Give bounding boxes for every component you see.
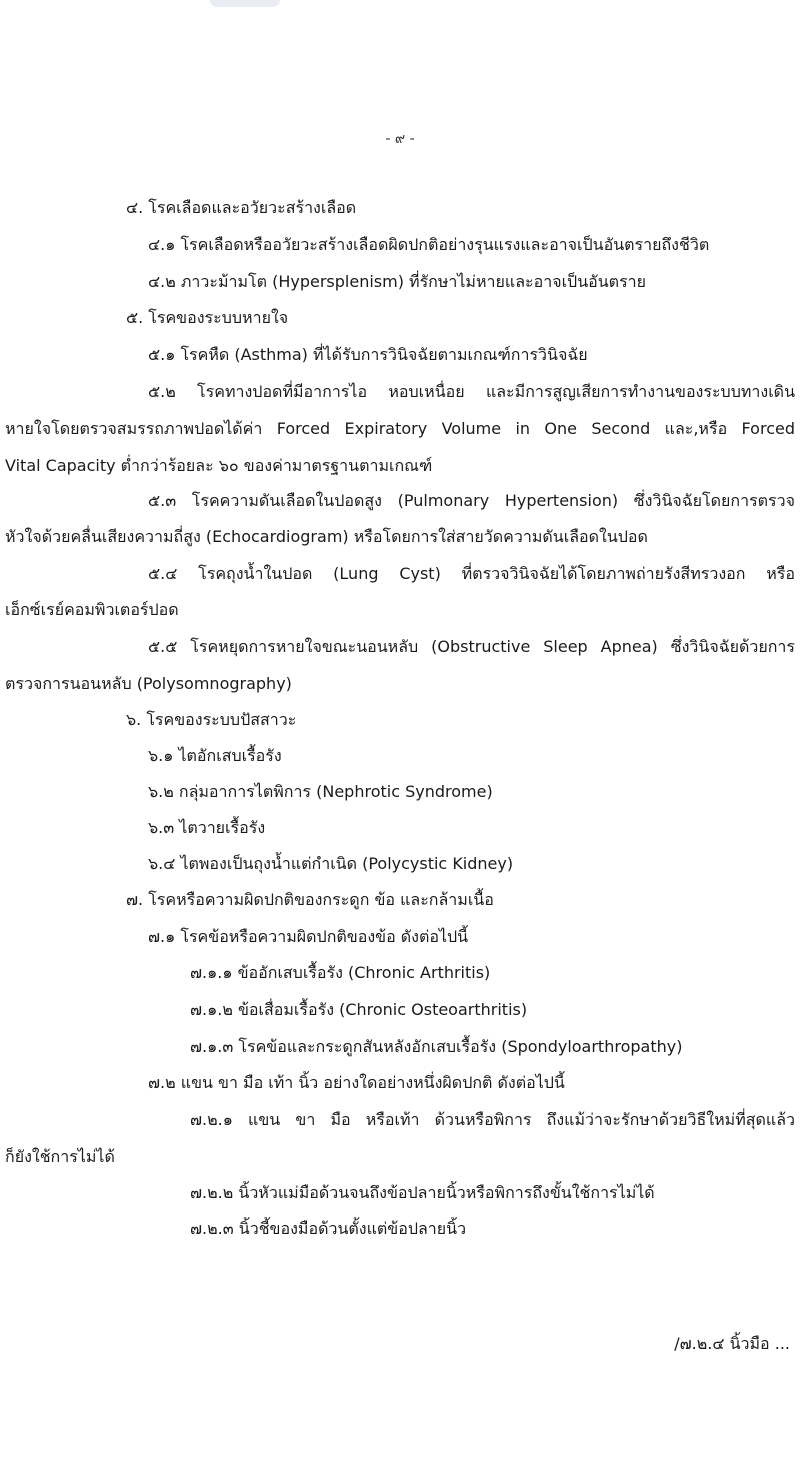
item-5-2-line-3: Vital Capacity ต่ำกว่าร้อยละ ๖๐ ของค่ามาตรฐานตามเกณฑ์ bbox=[5, 456, 433, 475]
item-5-1: ๕.๑ โรคหืด (Asthma) ที่ได้รับการวินิจฉัยตามเกณฑ์การวินิจฉัย bbox=[148, 345, 588, 364]
item-5-2-line-1: ๕.๒ โรคทางปอดที่มีอาการไอ หอบเหนื่อย และมีการสูญเสียการทำงานของระบบทางเดิน bbox=[148, 382, 795, 401]
item-5-4-line-2: เอ็กซ์เรย์คอมพิวเตอร์ปอด bbox=[5, 600, 179, 619]
item-5-3-line-1: ๕.๓ โรคความดันเลือดในปอดสูง (Pulmonary Hypertension) ซึ่งวินิจฉัยโดยการตรวจ bbox=[148, 491, 795, 510]
item-7-2-1-line-2: ก็ยังใช้การไม่ได้ bbox=[5, 1147, 115, 1166]
item-7-1-2: ๗.๑.๒ ข้อเสื่อมเรื้อรัง (Chronic Osteoarthritis) bbox=[190, 1000, 528, 1019]
item-7-2-3: ๗.๒.๓ นิ้วชี้ของมือด้วนตั้งแต่ข้อปลายนิ้ว bbox=[190, 1219, 467, 1238]
item-6-1: ๖.๑ ไตอักเสบเรื้อรัง bbox=[148, 746, 282, 765]
item-5-4-line-1: ๕.๔ โรคถุงน้ำในปอด (Lung Cyst) ที่ตรวจวินิจฉัยได้โดยภาพถ่ายรังสีทรวงอก หรือ bbox=[148, 564, 795, 583]
item-5-5-line-2: ตรวจการนอนหลับ (Polysomnography) bbox=[5, 674, 292, 693]
item-7-2-1-line-1: ๗.๒.๑ แขน ขา มือ หรือเท้า ด้วนหรือพิการ ถึงแม้ว่าจะรักษาด้วยวิธีใหม่ที่สุดแล้ว bbox=[190, 1110, 795, 1129]
item-5-5-line-1: ๕.๕ โรคหยุดการหายใจขณะนอนหลับ (Obstructive Sleep Apnea) ซึ่งวินิจฉัยด้วยการ bbox=[148, 637, 795, 656]
item-7-1-3: ๗.๑.๓ โรคข้อและกระดูกสันหลังอักเสบเรื้อรัง (Spondyloarthropathy) bbox=[190, 1037, 683, 1056]
section-heading-4: ๔. โรคเลือดและอวัยวะสร้างเลือด bbox=[126, 198, 357, 217]
item-6-2: ๖.๒ กลุ่มอาการไตพิการ (Nephrotic Syndrome) bbox=[148, 782, 493, 801]
item-6-3: ๖.๓ ไตวายเรื้อรัง bbox=[148, 818, 266, 837]
item-5-3-line-2: หัวใจด้วยคลื่นเสียงความถี่สูง (Echocardiogram) หรือโดยการใส่สายวัดความดันเลือดในปอด bbox=[5, 527, 648, 546]
continuation-footer: /๗.๒.๔ นิ้วมือ ... bbox=[674, 1334, 790, 1353]
page-number: - ๙ - bbox=[385, 131, 415, 147]
item-4-2: ๔.๒ ภาวะม้ามโต (Hypersplenism) ที่รักษาไม่หายและอาจเป็นอันตราย bbox=[148, 272, 647, 291]
section-heading-6: ๖. โรคของระบบปัสสาวะ bbox=[126, 710, 297, 729]
item-7-2: ๗.๒ แขน ขา มือ เท้า นิ้ว อย่างใดอย่างหนึ่งผิดปกติ ดังต่อไปนี้ bbox=[148, 1073, 565, 1092]
item-5-2-line-2: หายใจโดยตรวจสมรรถภาพปอดได้ค่า Forced Expiratory Volume in One Second และ,หรือ Forced bbox=[5, 419, 795, 438]
item-7-2-2: ๗.๒.๒ นิ้วหัวแม่มือด้วนจนถึงข้อปลายนิ้วหรือพิการถึงขั้นใช้การไม่ได้ bbox=[190, 1183, 655, 1202]
item-7-1-1: ๗.๑.๑ ข้ออักเสบเรื้อรัง (Chronic Arthritis) bbox=[190, 963, 491, 982]
scan-smudge bbox=[210, 0, 280, 7]
item-6-4: ๖.๔ ไตพองเป็นถุงน้ำแต่กำเนิด (Polycystic Kidney) bbox=[148, 854, 514, 873]
item-7-1: ๗.๑ โรคข้อหรือความผิดปกติของข้อ ดังต่อไปนี้ bbox=[148, 927, 469, 946]
item-4-1: ๔.๑ โรคเลือดหรืออวัยวะสร้างเลือดผิดปกติอย่างรุนแรงและอาจเป็นอันตรายถึงชีวิต bbox=[148, 235, 710, 254]
section-heading-7: ๗. โรคหรือความผิดปกติของกระดูก ข้อ และกล้ามเนื้อ bbox=[126, 890, 494, 909]
section-heading-5: ๕. โรคของระบบหายใจ bbox=[126, 308, 289, 327]
